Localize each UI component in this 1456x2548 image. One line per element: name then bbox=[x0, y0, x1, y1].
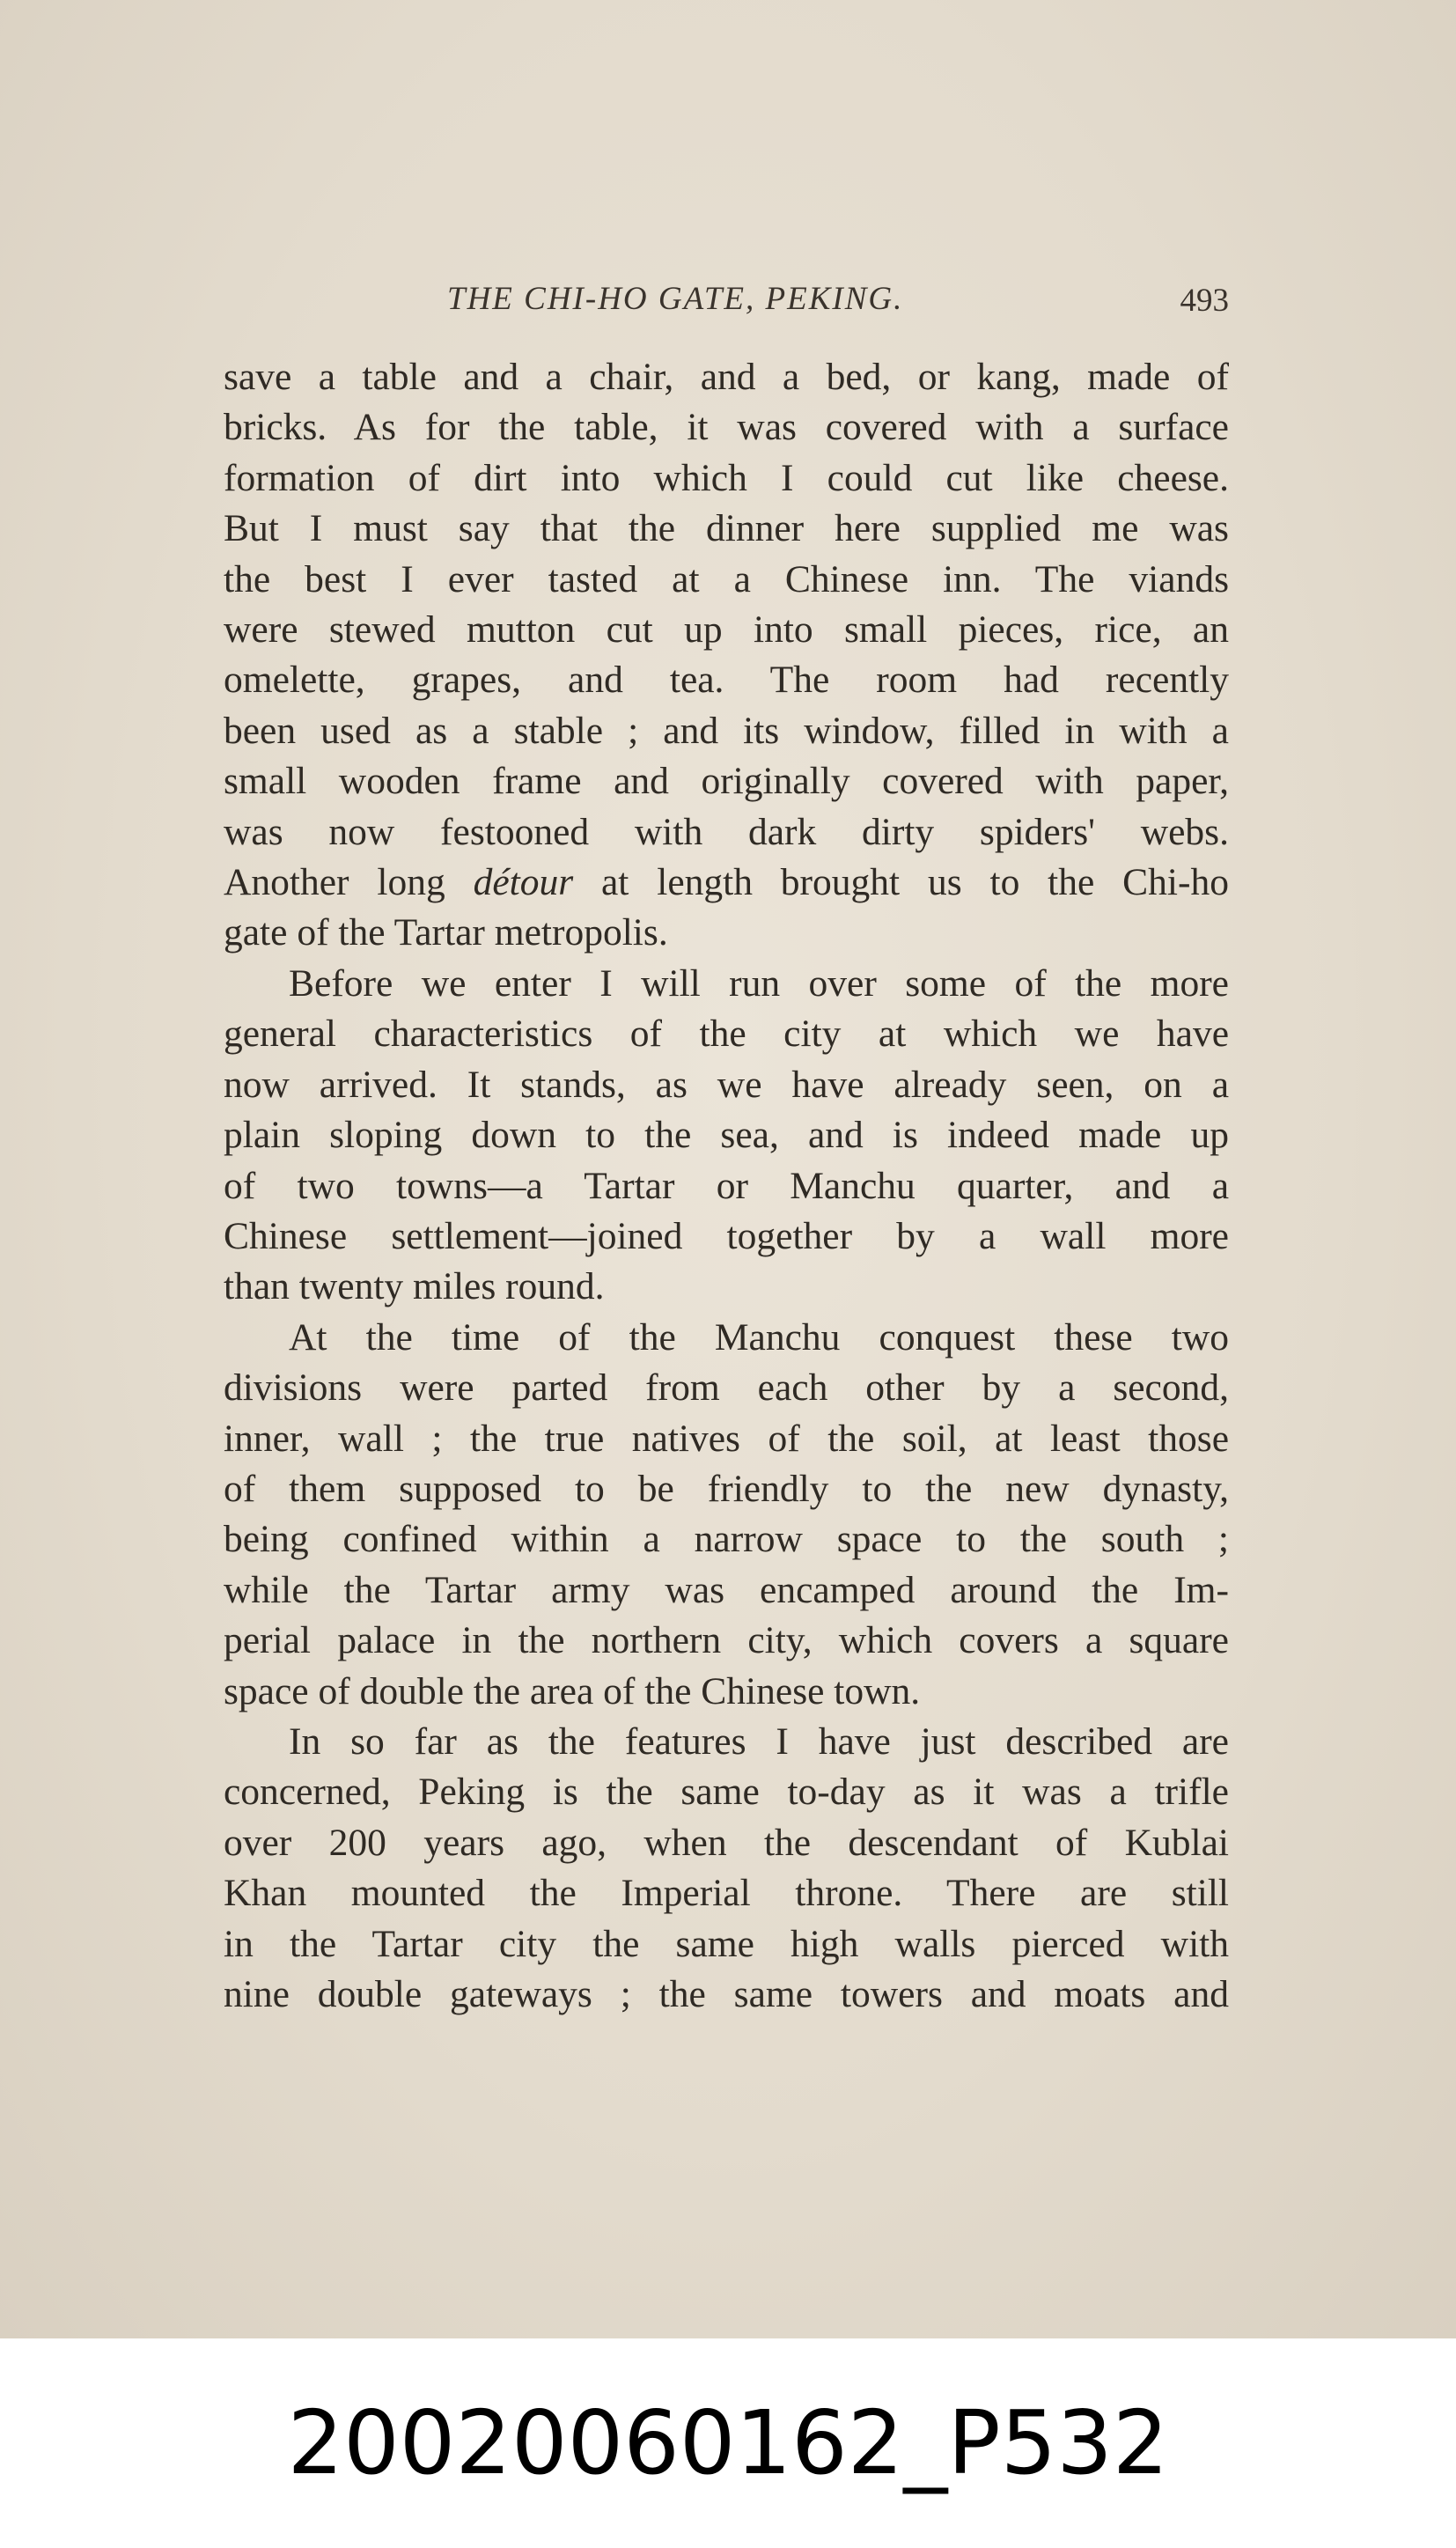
text-line: the best I ever tasted at a Chinese inn. The viands bbox=[224, 557, 1229, 600]
text-line: been used as a stable ; and its window, filled in with a bbox=[224, 709, 1229, 752]
page-header bbox=[224, 280, 1229, 324]
text-line: In so far as the features I have just described are bbox=[289, 1720, 1229, 1763]
text-line: Khan mounted the Imperial throne. There are still bbox=[224, 1872, 1229, 1915]
text-line: of two towns—a Tartar or Manchu quarter, and a bbox=[224, 1164, 1229, 1207]
paragraph-3 bbox=[224, 1313, 1229, 1717]
text-line: Chinese settlement—joined together by a wall more bbox=[224, 1214, 1229, 1257]
text-line: gate of the Tartar metropolis. bbox=[224, 911, 668, 954]
paragraph-1 bbox=[224, 352, 1229, 959]
text-line: in the Tartar city the same high walls pierced with bbox=[224, 1922, 1229, 1965]
text-line: At the time of the Manchu conquest these two bbox=[289, 1315, 1229, 1359]
text-line: divisions were parted from each other by a second, bbox=[224, 1366, 1229, 1410]
text-line: being confined within a narrow space to the south ; bbox=[224, 1518, 1229, 1561]
text-line: of them supposed to be friendly to the new dynasty, bbox=[224, 1467, 1229, 1510]
text-line: nine double gateways ; the same towers and moats and bbox=[224, 1973, 1229, 2015]
text-line: concerned, Peking is the same to-day as it was a trifle bbox=[224, 1771, 1229, 1814]
paragraph-2 bbox=[224, 959, 1229, 1313]
text-line: Another long détour at length brought us to the Chi-ho bbox=[224, 861, 1229, 904]
text-line: over 200 years ago, when the descendant of Kublai bbox=[224, 1821, 1229, 1864]
text-line: while the Tartar army was encamped around the Im- bbox=[224, 1568, 1229, 1611]
text-line: inner, wall ; the true natives of the soil, at least those bbox=[224, 1417, 1229, 1460]
text-line: formation of dirt into which I could cut like cheese. bbox=[224, 456, 1229, 499]
text-line: omelette, grapes, and tea. The room had recently bbox=[224, 659, 1229, 702]
text-line: was now festooned with dark dirty spiders' webs. bbox=[224, 810, 1229, 853]
text-line: now arrived. It stands, as we have already seen, on a bbox=[224, 1063, 1229, 1106]
text-line: were stewed mutton cut up into small pieces, rice, an bbox=[224, 608, 1229, 652]
text-line: than twenty miles round. bbox=[224, 1265, 605, 1308]
text-line: But I must say that the dinner here supplied me was bbox=[224, 507, 1229, 550]
scan-id-label: 20020060162_P532 bbox=[287, 2391, 1169, 2494]
text-line: Before we enter I will run over some of the more bbox=[289, 961, 1229, 1005]
running-title: THE CHI-HO GATE, PEKING. bbox=[447, 281, 904, 317]
text-line: small wooden frame and originally covered with paper, bbox=[224, 760, 1229, 803]
italic-word: détour bbox=[473, 861, 574, 904]
body-text bbox=[224, 352, 1229, 2020]
text-line: perial palace in the northern city, which covers a square bbox=[224, 1619, 1229, 1662]
text-line: plain sloping down to the sea, and is indeed made up bbox=[224, 1114, 1229, 1157]
text-line: bricks. As for the table, it was covered with a surface bbox=[224, 406, 1229, 449]
page-number: 493 bbox=[1180, 283, 1229, 319]
text-line: general characteristics of the city at which we have bbox=[224, 1013, 1229, 1056]
paragraph-4 bbox=[224, 1717, 1229, 2020]
text-line: space of double the area of the Chinese town. bbox=[224, 1669, 921, 1712]
scan-caption bbox=[0, 2338, 1456, 2548]
text-line: save a table and a chair, and a bed, or kang, made of bbox=[224, 356, 1229, 398]
